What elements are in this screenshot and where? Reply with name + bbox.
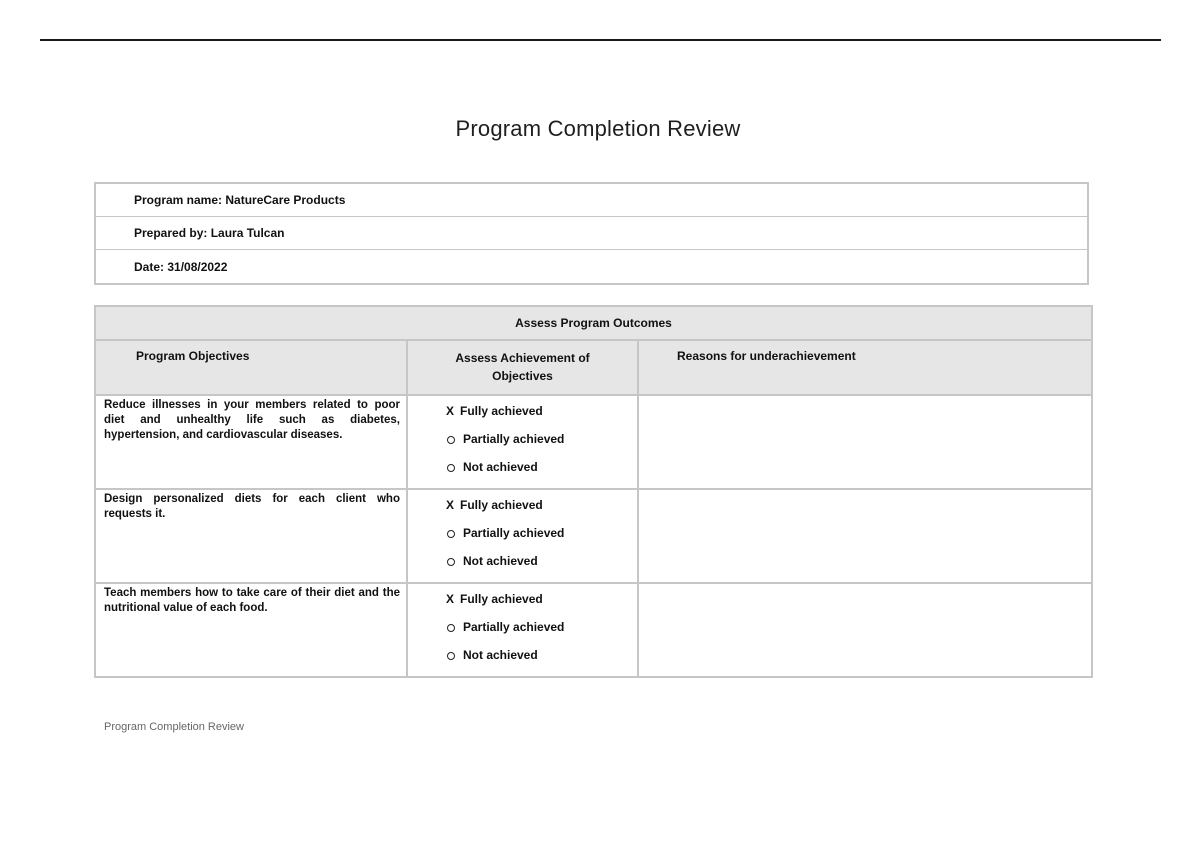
header-rule xyxy=(40,39,1161,41)
x-mark: X xyxy=(446,592,455,606)
column-header-objectives: Program Objectives xyxy=(95,340,407,395)
outcomes-section-title: Assess Program Outcomes xyxy=(95,306,1092,340)
table-row xyxy=(95,583,1092,677)
column-header-reasons: Reasons for underachievement xyxy=(638,340,1092,395)
table-row xyxy=(95,395,1092,489)
empty-circle-icon xyxy=(447,624,455,632)
option-partially-achieved[interactable] xyxy=(446,526,637,554)
table-row xyxy=(95,489,1092,583)
empty-circle-icon xyxy=(447,530,455,538)
option-label: Partially achieved xyxy=(463,526,565,540)
option-fully-achieved[interactable] xyxy=(446,404,637,432)
empty-circle-icon xyxy=(447,464,455,472)
outcomes-header-row xyxy=(95,340,1092,395)
objective-cell: Reduce illnesses in your members related to poor diet and unhealthy life such as diabetes, hypertension, and cardiovascular diseases. xyxy=(95,395,407,489)
x-mark: X xyxy=(446,498,455,512)
option-partially-achieved[interactable] xyxy=(446,432,637,460)
page-footer: Program Completion Review xyxy=(104,721,244,733)
page-title: Program Completion Review xyxy=(455,116,741,141)
outcomes-table xyxy=(94,305,1093,678)
empty-circle-icon xyxy=(447,436,455,444)
empty-circle-icon xyxy=(447,558,455,566)
reason-cell[interactable] xyxy=(638,583,1092,677)
option-label: Fully achieved xyxy=(460,404,543,418)
column-header-assess: Assess Achievement of Objectives xyxy=(407,340,638,395)
option-fully-achieved[interactable] xyxy=(446,592,637,620)
assess-cell xyxy=(407,583,638,677)
reason-cell[interactable] xyxy=(638,395,1092,489)
assess-cell xyxy=(407,489,638,583)
program-outcomes-section xyxy=(94,305,1091,678)
objective-cell: Design personalized diets for each client who requests it. xyxy=(95,489,407,583)
option-label: Not achieved xyxy=(463,554,538,568)
option-label: Partially achieved xyxy=(463,620,565,634)
objective-cell: Teach members how to take care of their diet and the nutritional value of each food. xyxy=(95,583,407,677)
option-label: Partially achieved xyxy=(463,432,565,446)
option-label: Not achieved xyxy=(463,648,538,662)
x-mark: X xyxy=(446,404,455,418)
reason-cell[interactable] xyxy=(638,489,1092,583)
option-partially-achieved[interactable] xyxy=(446,620,637,648)
option-label: Fully achieved xyxy=(460,498,543,512)
option-not-achieved[interactable] xyxy=(446,460,637,488)
date: Date: 31/08/2022 xyxy=(134,259,228,274)
prepared-by: Prepared by: Laura Tulcan xyxy=(96,217,1087,250)
option-label: Fully achieved xyxy=(460,592,543,606)
program-info-box xyxy=(94,182,1089,285)
program-name: Program name: NatureCare Products xyxy=(96,184,1087,217)
option-not-achieved[interactable] xyxy=(446,554,637,582)
option-not-achieved[interactable] xyxy=(446,648,637,676)
assess-cell xyxy=(407,395,638,489)
outcomes-title-row xyxy=(95,306,1092,340)
option-fully-achieved[interactable] xyxy=(446,498,637,526)
empty-circle-icon xyxy=(447,652,455,660)
option-label: Not achieved xyxy=(463,460,538,474)
